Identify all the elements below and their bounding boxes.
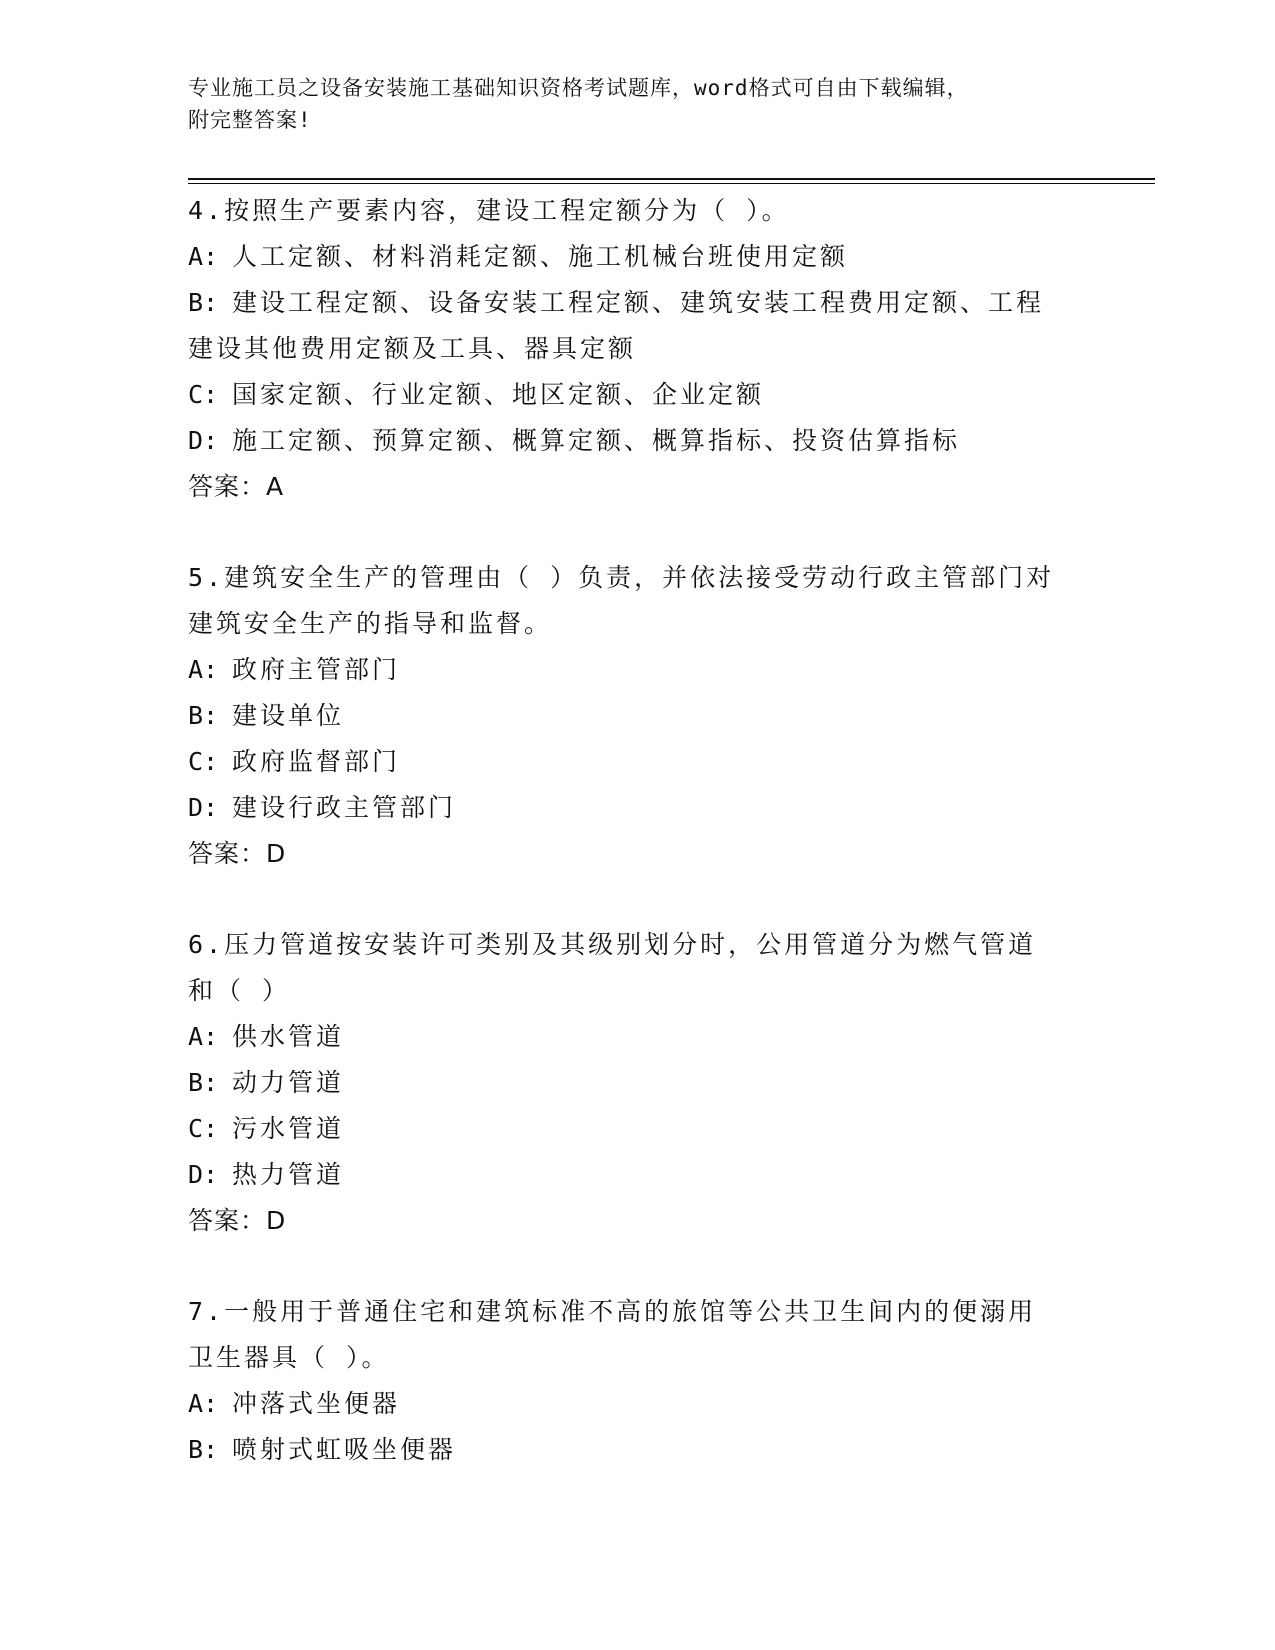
document-header — [188, 72, 1068, 136]
option-text: 冲落式坐便器 — [232, 1389, 401, 1418]
question-stem-line: 6.压力管道按安装许可类别及其级别划分时，公用管道分为燃气管道 — [188, 930, 1037, 959]
option-text: 施工定额、预算定额、概算定额、概算指标、投资估算指标 — [232, 426, 961, 455]
option-line — [188, 1152, 1148, 1198]
option-key: B: — [188, 288, 219, 317]
option-text: 建设行政主管部门 — [232, 793, 457, 822]
option-line — [188, 1014, 1148, 1060]
option-line — [188, 234, 1148, 280]
question-stem-line: 7.一般用于普通住宅和建筑标准不高的旅馆等公共卫生间内的便溺用 — [188, 1297, 1037, 1326]
option-key: A: — [188, 242, 219, 271]
option-line — [188, 1106, 1148, 1152]
option-key: C: — [188, 747, 219, 776]
option-key: D: — [188, 1160, 219, 1189]
option-text: 政府监督部门 — [232, 747, 401, 776]
question-stem-line: 5.建筑安全生产的管理由（ ）负责，并依法接受劳动行政主管部门对 — [188, 563, 1055, 592]
question-block — [188, 922, 1148, 1244]
option-text: 供水管道 — [232, 1022, 345, 1051]
option-key: D: — [188, 426, 219, 455]
option-line — [188, 1427, 1148, 1473]
question-block — [188, 555, 1148, 877]
option-key: A: — [188, 1022, 219, 1051]
option-key: A: — [188, 1389, 219, 1418]
option-line — [188, 418, 1148, 464]
option-line: 建设其他费用定额及工具、器具定额 — [188, 334, 637, 363]
question-stem-line: 建筑安全生产的指导和监督。 — [188, 609, 553, 638]
option-text: 热力管道 — [232, 1160, 345, 1189]
option-key: D: — [188, 793, 219, 822]
question-stem-line: 4.按照生产要素内容，建设工程定额分为（ ）。 — [188, 196, 790, 225]
header-line-1: 专业施工员之设备安装施工基础知识资格考试题库，word格式可自由下载编辑， — [188, 76, 969, 100]
option-text: 建设单位 — [232, 701, 345, 730]
option-line — [188, 372, 1148, 418]
option-line — [188, 785, 1148, 831]
question-stem-line: 和（ ） — [188, 976, 291, 1005]
option-text: 污水管道 — [232, 1114, 345, 1143]
option-key: C: — [188, 1114, 219, 1143]
option-key: B: — [188, 701, 219, 730]
option-text: 人工定额、材料消耗定额、施工机械台班使用定额 — [232, 242, 849, 271]
option-text: 建设工程定额、设备安装工程定额、建筑安装工程费用定额、工程 — [232, 288, 1045, 317]
option-line — [188, 739, 1148, 785]
option-line — [188, 1381, 1148, 1427]
option-key: B: — [188, 1068, 219, 1097]
question-block — [188, 188, 1148, 510]
option-line — [188, 647, 1148, 693]
option-text: 动力管道 — [232, 1068, 345, 1097]
option-line — [188, 1060, 1148, 1106]
question-list — [188, 188, 1148, 1518]
answer-line: 答案：D — [188, 839, 287, 868]
option-text: 政府主管部门 — [232, 655, 401, 684]
option-line — [188, 280, 1148, 326]
option-text: 国家定额、行业定额、地区定额、企业定额 — [232, 380, 765, 409]
header-divider-thin — [188, 183, 1155, 184]
option-key: B: — [188, 1435, 219, 1464]
option-text: 喷射式虹吸坐便器 — [232, 1435, 457, 1464]
answer-line: 答案：A — [188, 472, 285, 501]
question-block — [188, 1289, 1148, 1473]
option-line — [188, 693, 1148, 739]
answer-line: 答案：D — [188, 1206, 287, 1235]
question-stem-line: 卫生器具（ ）。 — [188, 1343, 390, 1372]
header-divider-thick — [188, 178, 1155, 180]
option-key: C: — [188, 380, 219, 409]
header-line-2: 附完整答案! — [188, 108, 312, 132]
option-key: A: — [188, 655, 219, 684]
